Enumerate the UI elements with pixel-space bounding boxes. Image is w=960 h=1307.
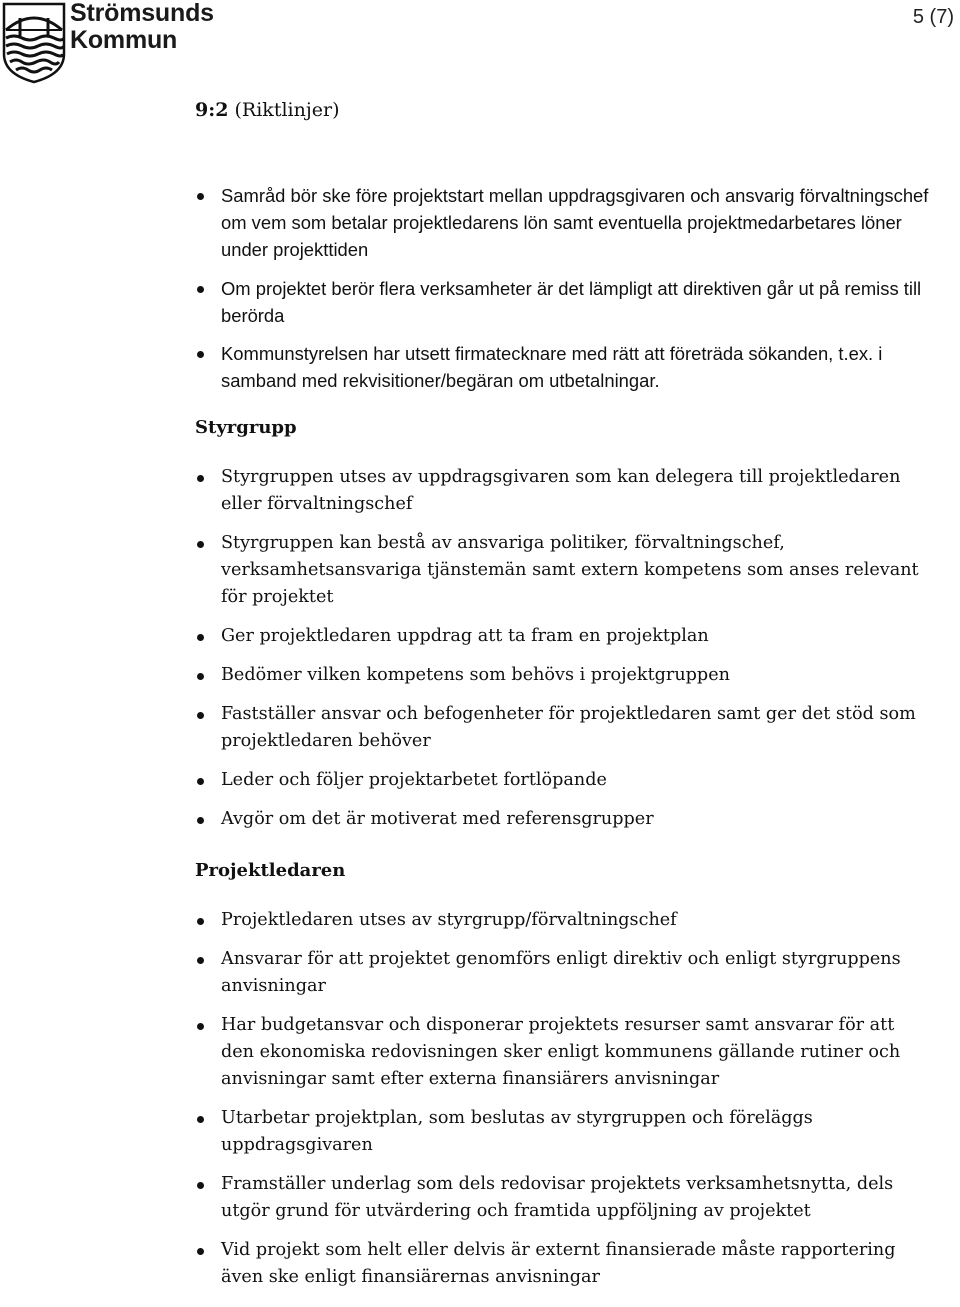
list-item: Ansvarar för att projektet genomförs enligt direktiv och enligt styrgruppens anvisningar: [195, 946, 930, 1000]
list-item: Leder och följer projektarbetet fortlöpande: [195, 767, 930, 794]
document-body: [195, 96, 930, 1291]
list-item: Fastställer ansvar och befogenheter för projektledaren samt ger det stöd som projektledaren behöver: [195, 701, 930, 755]
list-item: Vid projekt som helt eller delvis är externt finansierade måste rapportering även ske enligt finansiärernas anvisningar: [195, 1237, 930, 1291]
list-item: Ger projektledaren uppdrag att ta fram en projektplan: [195, 623, 930, 650]
list-item: Framställer underlag som dels redovisar projektets verksamhetsnytta, dels utgör grund för utvärdering och framtida uppföljning av projektet: [195, 1171, 930, 1225]
section-code: 9:2: [195, 99, 229, 121]
logo-line1: Strömsunds: [70, 0, 214, 27]
kommun-logo: [0, 0, 214, 86]
list-item: Avgör om det är motiverat med referensgrupper: [195, 806, 930, 833]
projektledaren-heading: Projektledaren: [195, 860, 346, 881]
list-item: Om projektet berör flera verksamheter är det lämpligt att direktiven går ut på remiss till berörda: [195, 275, 930, 329]
list-item: Utarbetar projektplan, som beslutas av styrgruppen och föreläggs uppdragsgivaren: [195, 1105, 930, 1159]
list-item: Styrgruppen kan bestå av ansvariga politiker, förvaltningschef, verksamhetsansvariga tjänstemän samt extern kompetens som anses relevant för projektet: [195, 530, 930, 611]
projektledaren-list: [195, 907, 930, 1291]
kommun-emblem-icon: [2, 2, 66, 84]
logo-text: [70, 0, 214, 54]
page-number: 5 (7): [912, 6, 954, 28]
styrgrupp-heading: Styrgrupp: [195, 417, 297, 438]
list-item: Har budgetansvar och disponerar projektets resurser samt ansvarar för att den ekonomiska redovisningen sker enligt kommunens gällande rutiner och anvisningar samt efter externa finansiärers anvisningar: [195, 1012, 930, 1093]
list-item: Projektledaren utses av styrgrupp/förvaltningschef: [195, 907, 930, 934]
intro-list: [195, 182, 930, 394]
section-title: [195, 96, 930, 124]
list-item: Styrgruppen utses av uppdragsgivaren som kan delegera till projektledaren eller förvaltningschef: [195, 464, 930, 518]
styrgrupp-list: [195, 464, 930, 833]
logo-line2: Kommun: [70, 26, 178, 54]
section-subtitle: (Riktlinjer): [234, 99, 340, 121]
list-item: Samråd bör ske före projektstart mellan uppdragsgivaren och ansvarig förvaltningschef om vem som betalar projektledarens lön samt eventuella projektmedarbetares löner under projekttiden: [195, 182, 930, 263]
list-item: Bedömer vilken kompetens som behövs i projektgruppen: [195, 662, 930, 689]
list-item: Kommunstyrelsen har utsett firmatecknare med rätt att företräda sökanden, t.ex. i samband med rekvisitioner/begäran om utbetalningar.: [195, 340, 930, 394]
